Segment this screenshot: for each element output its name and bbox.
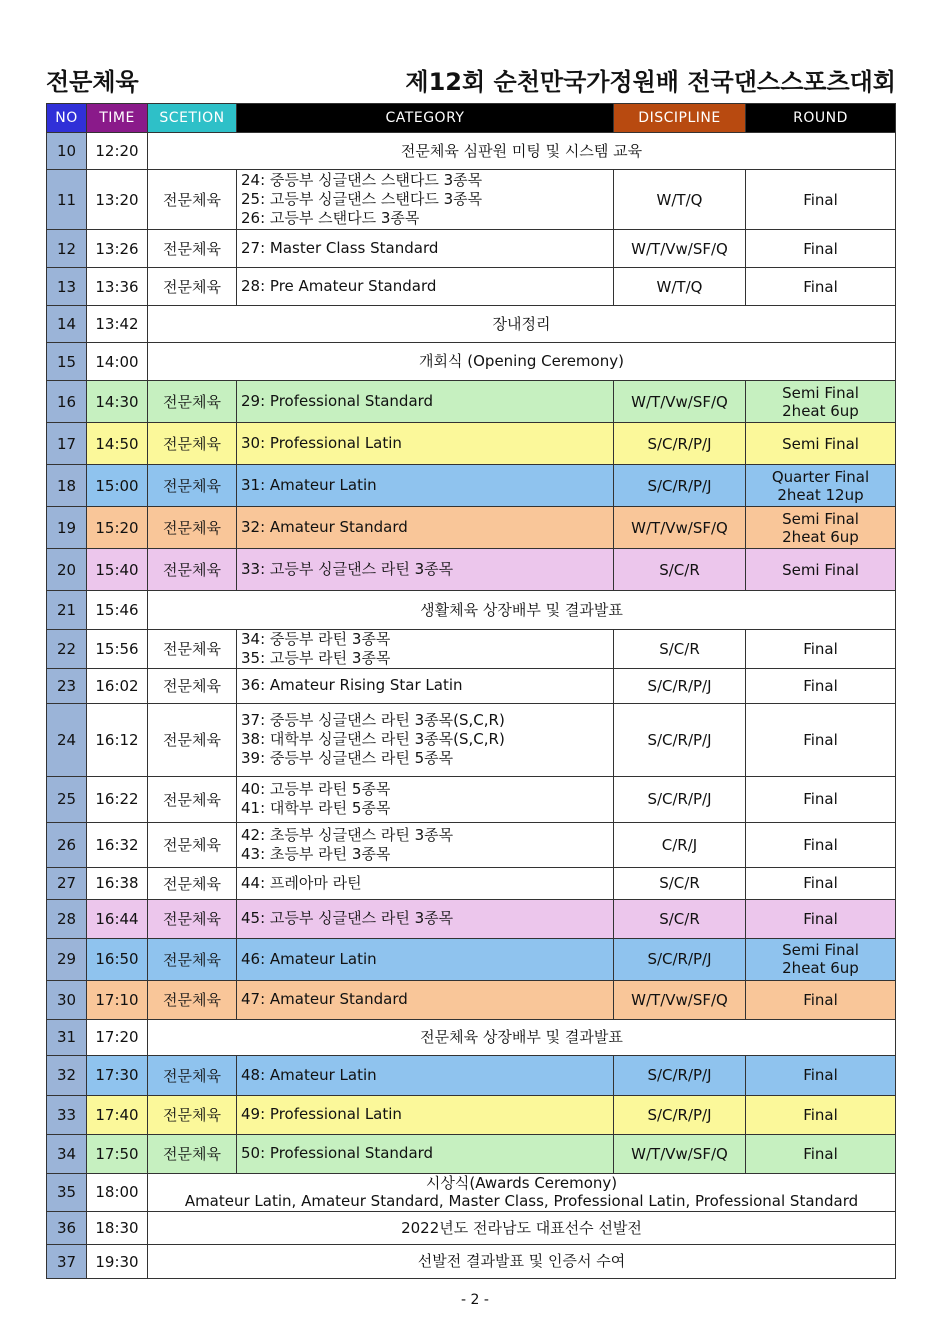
category-line: 39: 중등부 싱글댄스 라틴 5종목 xyxy=(241,748,454,767)
table-row xyxy=(47,822,896,867)
row-time: 17:30 xyxy=(87,1055,148,1095)
table-row xyxy=(47,1095,896,1134)
category-line: 40: 고등부 라틴 5종목 xyxy=(241,780,391,799)
round-line: Semi Final xyxy=(782,941,859,959)
row-event-text xyxy=(148,1212,896,1245)
event-title: 제12회 순천만국가정원배 전국댄스스포츠대회 xyxy=(405,68,896,96)
row-discipline: S/C/R/P/J xyxy=(614,1055,746,1095)
category-line: 44: 프레아마 라틴 xyxy=(241,873,362,892)
row-time: 17:50 xyxy=(87,1134,148,1173)
event-text-line: 생활체육 상장배부 및 결과발표 xyxy=(420,600,623,619)
row-section: 전문체육 xyxy=(148,703,237,776)
round-line: Quarter Final xyxy=(771,467,870,486)
row-event-text xyxy=(148,1173,896,1212)
row-round xyxy=(746,1055,896,1095)
row-round xyxy=(746,938,896,980)
col-header-time: TIME xyxy=(87,104,148,133)
category-line: 31: Amateur Latin xyxy=(241,476,377,495)
col-header-section: SCETION xyxy=(148,104,237,133)
row-no: 36 xyxy=(47,1212,87,1245)
round-line: Final xyxy=(803,909,838,928)
row-category xyxy=(237,776,614,822)
row-no: 32 xyxy=(47,1055,87,1095)
table-row xyxy=(47,465,896,507)
row-no: 10 xyxy=(47,133,87,170)
row-discipline: S/C/R/P/J xyxy=(614,938,746,980)
row-time: 14:50 xyxy=(87,423,148,465)
row-event-text xyxy=(148,306,896,343)
row-discipline: W/T/Vw/SF/Q xyxy=(614,507,746,549)
row-no: 16 xyxy=(47,381,87,423)
row-no: 25 xyxy=(47,776,87,822)
table-row xyxy=(47,230,896,268)
row-discipline: S/C/R/P/J xyxy=(614,668,746,703)
event-text-line: 전문체육 상장배부 및 결과발표 xyxy=(420,1027,623,1046)
row-time: 16:02 xyxy=(87,668,148,703)
row-no: 23 xyxy=(47,668,87,703)
row-event-text xyxy=(148,591,896,630)
row-time: 16:38 xyxy=(87,867,148,899)
row-time: 15:46 xyxy=(87,591,148,630)
row-round xyxy=(746,170,896,230)
row-section: 전문체육 xyxy=(148,938,237,980)
category-line: 32: Amateur Standard xyxy=(241,518,408,537)
category-line: 42: 초등부 싱글댄스 라틴 3종목 xyxy=(241,825,454,844)
row-round xyxy=(746,867,896,899)
row-event-text xyxy=(148,133,896,170)
row-no: 29 xyxy=(47,938,87,980)
row-round xyxy=(746,668,896,703)
header-row xyxy=(47,104,896,133)
category-line: 47: Amateur Standard xyxy=(241,990,408,1009)
event-text-line: Amateur Latin, Amateur Standard, Master Class, Professional Latin, Professional Standard xyxy=(184,1192,859,1211)
row-round xyxy=(746,980,896,1019)
row-category xyxy=(237,549,614,591)
row-event-text xyxy=(148,1019,896,1055)
row-round xyxy=(746,822,896,867)
col-header-category: CATEGORY xyxy=(237,104,614,133)
row-time: 16:12 xyxy=(87,703,148,776)
table-row xyxy=(47,668,896,703)
round-line: Final xyxy=(803,676,838,695)
round-line: Final xyxy=(803,190,838,209)
row-round xyxy=(746,703,896,776)
category-line: 41: 대학부 라틴 5종목 xyxy=(241,799,391,817)
table-row xyxy=(47,170,896,230)
row-discipline: S/C/R/P/J xyxy=(614,1095,746,1134)
round-line: Final xyxy=(803,1105,838,1124)
row-no: 11 xyxy=(47,170,87,230)
round-line: Final xyxy=(803,277,838,296)
row-no: 14 xyxy=(47,306,87,343)
round-line: Final xyxy=(803,639,838,658)
category-line: 29: Professional Standard xyxy=(241,392,434,411)
row-discipline: S/C/R/P/J xyxy=(614,465,746,507)
row-section: 전문체육 xyxy=(148,465,237,507)
row-no: 35 xyxy=(47,1173,87,1212)
row-no: 28 xyxy=(47,899,87,938)
round-line: Final xyxy=(803,730,838,749)
row-discipline: S/C/R/P/J xyxy=(614,776,746,822)
row-section: 전문체육 xyxy=(148,268,237,306)
row-section: 전문체육 xyxy=(148,1134,237,1173)
col-header-round: ROUND xyxy=(746,104,896,133)
table-row xyxy=(47,591,896,630)
row-no: 37 xyxy=(47,1245,87,1279)
row-time: 18:00 xyxy=(87,1173,148,1212)
round-line: 2heat 6up xyxy=(782,401,859,420)
event-text-line: 시상식(Awards Ceremony) xyxy=(425,1173,618,1192)
table-row xyxy=(47,980,896,1019)
row-no: 12 xyxy=(47,230,87,268)
row-round xyxy=(746,268,896,306)
row-discipline: S/C/R xyxy=(614,867,746,899)
row-discipline: S/C/R xyxy=(614,630,746,669)
row-event-text xyxy=(148,343,896,381)
row-time: 16:22 xyxy=(87,776,148,822)
table-row xyxy=(47,423,896,465)
row-time: 14:30 xyxy=(87,381,148,423)
row-category xyxy=(237,1134,614,1173)
table-row xyxy=(47,776,896,822)
row-category xyxy=(237,1095,614,1134)
row-category xyxy=(237,170,614,230)
table-row xyxy=(47,1019,896,1055)
category-line: 36: Amateur Rising Star Latin xyxy=(241,676,463,695)
row-discipline: C/R/J xyxy=(614,822,746,867)
category-line: 37: 중등부 싱글댄스 라틴 3종목(S,C,R) xyxy=(241,711,505,730)
row-round xyxy=(746,465,896,507)
row-category xyxy=(237,980,614,1019)
table-row xyxy=(47,1055,896,1095)
row-time: 14:00 xyxy=(87,343,148,381)
row-discipline: W/T/Q xyxy=(614,170,746,230)
table-row xyxy=(47,1134,896,1173)
row-no: 20 xyxy=(47,549,87,591)
category-line: 50: Professional Standard xyxy=(241,1144,434,1163)
row-section: 전문체육 xyxy=(148,668,237,703)
row-discipline: S/C/R/P/J xyxy=(614,423,746,465)
row-discipline: W/T/Vw/SF/Q xyxy=(614,230,746,268)
row-no: 19 xyxy=(47,507,87,549)
row-round xyxy=(746,630,896,669)
category-line: 48: Amateur Latin xyxy=(241,1065,377,1084)
round-line: Final xyxy=(803,1066,838,1084)
category-line: 43: 초등부 라틴 3종목 xyxy=(241,844,391,863)
row-section: 전문체육 xyxy=(148,630,237,669)
row-time: 13:36 xyxy=(87,268,148,306)
row-section: 전문체육 xyxy=(148,230,237,268)
row-round xyxy=(746,381,896,423)
row-category xyxy=(237,507,614,549)
round-line: Semi Final xyxy=(782,383,859,402)
row-category xyxy=(237,938,614,980)
category-line: 26: 고등부 스탠다드 3종목 xyxy=(241,208,420,227)
category-line: 30: Professional Latin xyxy=(241,434,402,453)
page-header xyxy=(46,62,896,96)
row-section: 전문체육 xyxy=(148,170,237,230)
row-no: 30 xyxy=(47,980,87,1019)
row-section: 전문체육 xyxy=(148,980,237,1019)
row-round xyxy=(746,507,896,549)
round-line: Final xyxy=(803,874,838,892)
table-row xyxy=(47,938,896,980)
round-line: Final xyxy=(803,790,838,808)
event-text-line: 2022년도 전라남도 대표선수 선발전 xyxy=(401,1218,642,1237)
round-line: Semi Final xyxy=(782,509,859,528)
row-section: 전문체육 xyxy=(148,1055,237,1095)
row-time: 16:32 xyxy=(87,822,148,867)
row-no: 26 xyxy=(47,822,87,867)
section-title: 전문체육 xyxy=(46,68,139,96)
event-text-line: 장내정리 xyxy=(492,314,551,333)
row-section: 전문체육 xyxy=(148,507,237,549)
row-discipline: W/T/Q xyxy=(614,268,746,306)
row-time: 16:44 xyxy=(87,899,148,938)
row-section: 전문체육 xyxy=(148,423,237,465)
row-no: 33 xyxy=(47,1095,87,1134)
row-event-text xyxy=(148,1245,896,1279)
row-category xyxy=(237,630,614,669)
row-discipline: S/C/R/P/J xyxy=(614,703,746,776)
row-section: 전문체육 xyxy=(148,899,237,938)
row-category xyxy=(237,268,614,306)
row-discipline: W/T/Vw/SF/Q xyxy=(614,381,746,423)
row-category xyxy=(237,423,614,465)
row-category xyxy=(237,230,614,268)
table-row xyxy=(47,381,896,423)
row-time: 17:10 xyxy=(87,980,148,1019)
event-text-line: 선발전 결과발표 및 인증서 수여 xyxy=(417,1252,626,1271)
row-time: 19:30 xyxy=(87,1245,148,1279)
table-row xyxy=(47,899,896,938)
row-no: 22 xyxy=(47,630,87,669)
row-category xyxy=(237,822,614,867)
row-section: 전문체육 xyxy=(148,867,237,899)
table-row xyxy=(47,306,896,343)
row-no: 17 xyxy=(47,423,87,465)
round-line: Final xyxy=(803,239,838,258)
col-header-discipline: DISCIPLINE xyxy=(614,104,746,133)
row-round xyxy=(746,230,896,268)
category-line: 35: 고등부 라틴 3종목 xyxy=(241,648,391,667)
round-line: Semi Final xyxy=(782,434,859,453)
table-row xyxy=(47,630,896,669)
round-line: Final xyxy=(803,990,838,1009)
row-category xyxy=(237,381,614,423)
row-section: 전문체육 xyxy=(148,776,237,822)
row-time: 15:56 xyxy=(87,630,148,669)
row-no: 27 xyxy=(47,867,87,899)
table-row xyxy=(47,703,896,776)
row-time: 15:20 xyxy=(87,507,148,549)
row-time: 12:20 xyxy=(87,133,148,170)
row-no: 24 xyxy=(47,703,87,776)
row-time: 15:40 xyxy=(87,549,148,591)
round-line: 2heat 12up xyxy=(777,485,864,504)
table-row xyxy=(47,1173,896,1212)
row-no: 31 xyxy=(47,1019,87,1055)
row-category xyxy=(237,1055,614,1095)
row-section: 전문체육 xyxy=(148,549,237,591)
row-category xyxy=(237,899,614,938)
table-row xyxy=(47,1212,896,1245)
category-line: 33: 고등부 싱글댄스 라틴 3종목 xyxy=(241,560,454,579)
row-round xyxy=(746,1095,896,1134)
category-line: 46: Amateur Latin xyxy=(241,949,377,968)
row-time: 18:30 xyxy=(87,1212,148,1245)
round-line: 2heat 6up xyxy=(782,959,859,977)
row-round xyxy=(746,549,896,591)
table-row xyxy=(47,268,896,306)
schedule-table xyxy=(46,103,896,1279)
row-time: 15:00 xyxy=(87,465,148,507)
row-section: 전문체육 xyxy=(148,822,237,867)
table-row xyxy=(47,1245,896,1279)
table-row xyxy=(47,507,896,549)
page-number: - 2 - xyxy=(461,1292,489,1308)
table-row xyxy=(47,133,896,170)
category-line: 25: 고등부 싱글댄스 스탠다드 3종목 xyxy=(241,190,483,209)
row-round xyxy=(746,899,896,938)
row-round xyxy=(746,423,896,465)
row-round xyxy=(746,776,896,822)
row-discipline: S/C/R xyxy=(614,899,746,938)
row-time: 17:40 xyxy=(87,1095,148,1134)
category-line: 28: Pre Amateur Standard xyxy=(241,277,437,296)
category-line: 49: Professional Latin xyxy=(241,1105,402,1124)
event-text-line: 개회식 (Opening Ceremony) xyxy=(419,352,624,371)
category-line: 34: 중등부 라틴 3종목 xyxy=(241,630,391,648)
row-category xyxy=(237,703,614,776)
event-text-line: 전문체육 심판원 미팅 및 시스템 교육 xyxy=(400,141,643,160)
row-time: 17:20 xyxy=(87,1019,148,1055)
row-discipline: W/T/Vw/SF/Q xyxy=(614,1134,746,1173)
row-no: 13 xyxy=(47,268,87,306)
category-line: 38: 대학부 싱글댄스 라틴 3종목(S,C,R) xyxy=(241,730,505,749)
row-discipline: S/C/R xyxy=(614,549,746,591)
row-discipline: W/T/Vw/SF/Q xyxy=(614,980,746,1019)
row-section: 전문체육 xyxy=(148,381,237,423)
category-line: 27: Master Class Standard xyxy=(241,239,439,258)
row-time: 16:50 xyxy=(87,938,148,980)
round-line: 2heat 6up xyxy=(782,527,859,546)
row-category xyxy=(237,867,614,899)
table-row xyxy=(47,867,896,899)
row-round xyxy=(746,1134,896,1173)
row-time: 13:42 xyxy=(87,306,148,343)
category-line: 24: 중등부 싱글댄스 스탠다드 3종목 xyxy=(241,171,483,190)
round-line: Final xyxy=(803,1144,838,1163)
row-category xyxy=(237,465,614,507)
row-category xyxy=(237,668,614,703)
row-no: 18 xyxy=(47,465,87,507)
row-no: 21 xyxy=(47,591,87,630)
round-line: Semi Final xyxy=(782,560,859,579)
round-line: Final xyxy=(803,835,838,854)
row-section: 전문체육 xyxy=(148,1095,237,1134)
table-row xyxy=(47,343,896,381)
col-header-no: NO xyxy=(47,104,87,133)
row-no: 15 xyxy=(47,343,87,381)
table-row xyxy=(47,549,896,591)
row-no: 34 xyxy=(47,1134,87,1173)
row-time: 13:26 xyxy=(87,230,148,268)
schedule-body xyxy=(47,133,896,1279)
row-time: 13:20 xyxy=(87,170,148,230)
category-line: 45: 고등부 싱글댄스 라틴 3종목 xyxy=(241,909,454,928)
